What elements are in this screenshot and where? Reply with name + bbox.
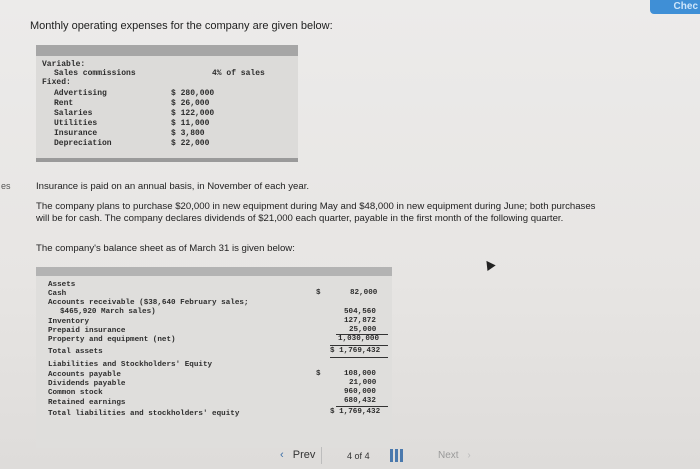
total-assets-value: $ 1,769,432 bbox=[330, 347, 381, 355]
total-liabilities-equity-value: $ 1,769,432 bbox=[330, 408, 381, 416]
prepaid-insurance-value: 25,000 bbox=[349, 326, 377, 334]
property-equipment-label: Property and equipment (net) bbox=[48, 336, 176, 344]
common-stock-label: Common stock bbox=[48, 389, 103, 397]
retained-earnings-value: 680,432 bbox=[344, 397, 376, 405]
balance-sheet-intro: The company's balance sheet as of March 31 is given below: bbox=[36, 243, 295, 254]
liabilities-heading: Liabilities and Stockholders' Equity bbox=[48, 361, 213, 369]
chevron-right-icon: › bbox=[467, 450, 471, 461]
sales-commissions-value: 4% of sales bbox=[212, 69, 265, 78]
expense-value-advertising: $ 280,000 bbox=[171, 89, 215, 98]
check-button[interactable]: Chec bbox=[650, 0, 700, 14]
expense-label-advertising: Advertising bbox=[54, 89, 107, 98]
total-assets-label: Total assets bbox=[48, 348, 103, 356]
table-header-bar bbox=[36, 267, 392, 276]
cash-dollar-sign: $ bbox=[316, 289, 321, 297]
property-equipment-value: 1,030,000 bbox=[338, 335, 380, 343]
expense-label-utilities: Utilities bbox=[54, 119, 98, 128]
chevron-left-icon: ‹ bbox=[280, 449, 284, 461]
accounts-receivable-value: 504,560 bbox=[344, 308, 376, 316]
expense-value-utilities: $ 11,000 bbox=[171, 119, 210, 128]
accounts-payable-dollar-sign: $ bbox=[316, 370, 321, 378]
insurance-paragraph: Insurance is paid on an annual basis, in November of each year. bbox=[36, 181, 310, 192]
inventory-value: 127,872 bbox=[344, 317, 376, 325]
underline bbox=[330, 345, 388, 346]
accounts-payable-value: 108,000 bbox=[344, 370, 376, 378]
retained-earnings-label: Retained earnings bbox=[48, 399, 126, 407]
dividends-payable-value: 21,000 bbox=[349, 379, 377, 387]
balance-sheet-table bbox=[36, 267, 392, 448]
page-of: of bbox=[354, 451, 363, 461]
accounts-receivable-label: Accounts receivable ($38,640 February sales; bbox=[48, 299, 249, 307]
sales-commissions-label: Sales commissions bbox=[54, 69, 136, 78]
page-indicator bbox=[347, 451, 370, 461]
double-underline bbox=[330, 357, 388, 358]
table-footer-bar bbox=[36, 158, 298, 162]
inventory-label: Inventory bbox=[48, 318, 90, 326]
fixed-heading: Fixed: bbox=[42, 78, 71, 87]
prepaid-insurance-label: Prepaid insurance bbox=[48, 327, 126, 335]
variable-heading: Variable: bbox=[42, 60, 86, 69]
accounts-payable-label: Accounts payable bbox=[48, 371, 121, 379]
accounts-receivable-label-2: $465,920 March sales) bbox=[60, 308, 156, 316]
underline bbox=[336, 334, 388, 335]
page-total: 4 bbox=[364, 451, 370, 461]
expense-value-rent: $ 26,000 bbox=[171, 99, 210, 108]
total-liabilities-equity-label: Total liabilities and stockholders' equity bbox=[48, 410, 240, 418]
common-stock-value: 960,000 bbox=[344, 388, 376, 396]
page-current: 4 bbox=[347, 451, 353, 461]
prev-button[interactable] bbox=[280, 449, 315, 461]
prev-label: Prev bbox=[292, 449, 316, 461]
next-button[interactable] bbox=[438, 450, 471, 461]
expense-label-depreciation: Depreciation bbox=[54, 139, 112, 148]
cash-label: Cash bbox=[48, 290, 67, 298]
expense-value-salaries: $ 122,000 bbox=[171, 109, 215, 118]
underline bbox=[336, 406, 388, 407]
question-prompt: Monthly operating expenses for the company are given below: bbox=[30, 20, 333, 32]
expense-label-insurance: Insurance bbox=[54, 129, 98, 138]
expense-label-salaries: Salaries bbox=[54, 109, 93, 118]
plans-paragraph-line1: The company plans to purchase $20,000 in new equipment during May and $48,000 in new equipment during June; both purchases bbox=[36, 201, 596, 212]
plans-paragraph-line2: will be for cash. The company declares dividends of $21,000 each quarter, payable in the first month of the following quarter. bbox=[36, 213, 564, 224]
dividends-payable-label: Dividends payable bbox=[48, 380, 126, 388]
cash-value: 82,000 bbox=[350, 289, 378, 297]
grid-view-icon[interactable] bbox=[390, 449, 403, 462]
expense-value-depreciation: $ 22,000 bbox=[171, 139, 210, 148]
table-header-bar bbox=[36, 45, 298, 56]
expense-label-rent: Rent bbox=[54, 99, 74, 108]
expense-value-insurance: $ 3,800 bbox=[171, 129, 205, 138]
left-margin-marker: es bbox=[1, 181, 11, 191]
nav-divider bbox=[321, 447, 322, 464]
next-label: Next bbox=[438, 450, 459, 461]
assets-heading: Assets bbox=[48, 281, 76, 289]
operating-expenses-table bbox=[36, 45, 298, 158]
